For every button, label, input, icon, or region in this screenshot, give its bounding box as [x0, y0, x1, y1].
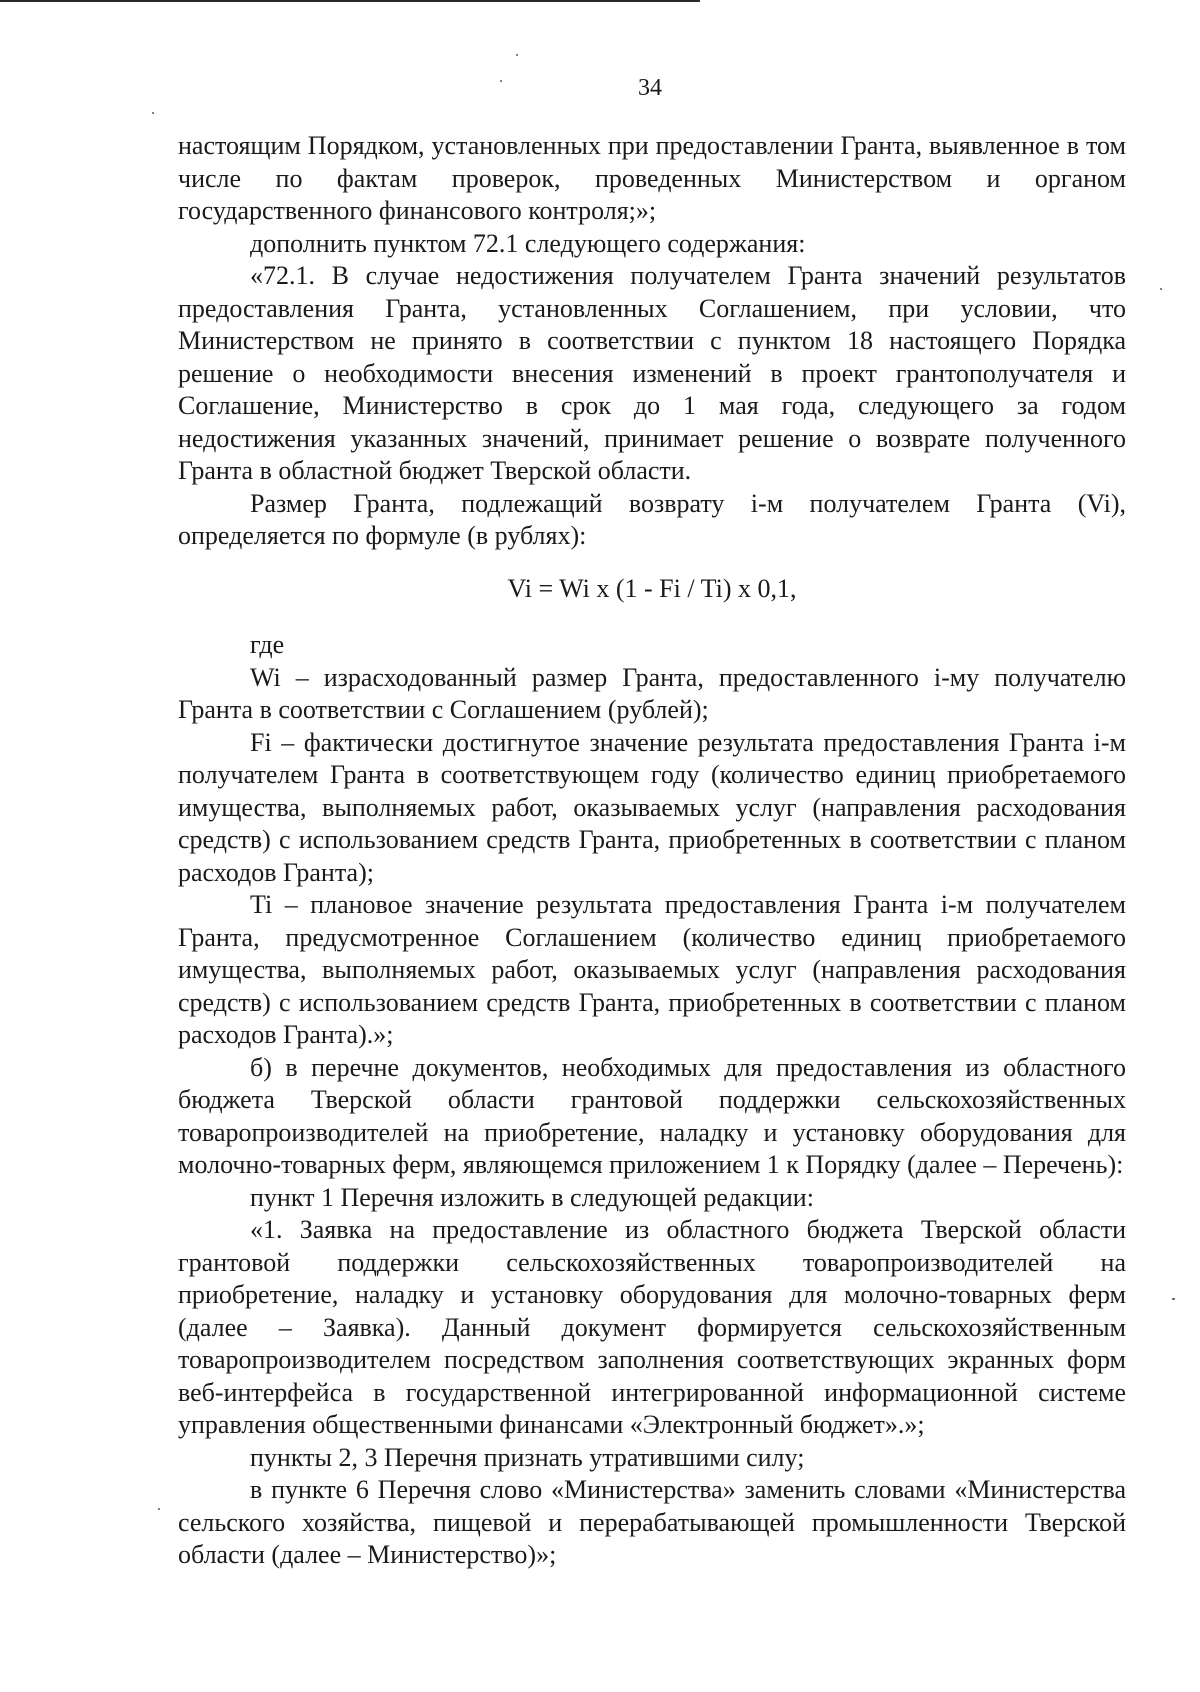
definition-fi: Fi – фактически достигнутое значение результата предоставления Гранта i-м получателем Гранта в соответствующем году (количество единиц приобретаемого имущества, выполняемых работ, оказываемых услуг (направления расходования средств) с использованием средств Гранта, приобретенных в соответствии с планом расходов Гранта); [178, 727, 1126, 887]
document-body [178, 130, 1126, 1572]
paragraph-item-1-text: «1. Заявка на предоставление из областного бюджета Тверской области грантовой поддержки сельскохозяйственных товаропроизводителей на приобретение, наладку и установку оборудования для молочно-товарных ферм (далее – Заявка). Данный документ формируется сельскохозяйственным товаропроизводителем посредством заполнения соответствующих экранных форм веб-интерфейса в государственной интегрированной информационной системе управления общественными финансами «Электронный бюджет».»; [178, 1215, 1126, 1439]
scan-edge-line [0, 0, 700, 2]
scan-speck [1172, 1298, 1175, 1300]
paragraph-item-6: в пункте 6 Перечня слово «Министерства» заменить словами «Министерства сельского хозяйства, пищевой и перерабатывающей промышленности Тверской области (далее – Министерство)»; [178, 1475, 1126, 1569]
paragraph-refund-size: Размер Гранта, подлежащий возврату i-м получателем Гранта (Vi), определяется по формуле (в рублях): [178, 488, 1126, 550]
paragraph-clause-72-1: «72.1. В случае недостижения получателем Гранта значений результатов предоставления Гранта, установленных Соглашением, при условии, что Министерством не принято в соответствии с пунктом 18 настоящего Порядка решение о необходимости внесения изменений в проект грантополучателя и Соглашение, Министерство в срок до 1 мая года, следующего за годом недостижения указанных значений, принимает решение о возврате полученного Гранта в областной бюджет Тверской области. [178, 261, 1126, 485]
paragraph-list-amendment: б) в перечне документов, необходимых для предоставления из областного бюджета Тверской области грантовой поддержки сельскохозяйственных товаропроизводителей на приобретение, наладку и установку оборудования для молочно-товарных ферм, являющемся приложением 1 к Порядку (далее – Перечень): [178, 1052, 1126, 1179]
paragraph-where: где [250, 630, 285, 659]
paragraph-continuation: настоящим Порядком, установленных при предоставлении Гранта, выявленное в том числе по фактам проверок, проведенных Министерством и органом государственного финансового контроля;»; [178, 131, 1126, 225]
paragraph-amendment-intro: дополнить пунктом 72.1 следующего содержания: [250, 228, 806, 258]
scan-speck [516, 54, 518, 56]
formula: Vi = Wi x (1 - Fi / Ti) x 0,1, [507, 573, 797, 603]
scan-speck [158, 1508, 160, 1510]
scan-speck [1160, 288, 1162, 290]
page-number: 34 [638, 75, 662, 101]
paragraph-item-1-intro: пункт 1 Перечня изложить в следующей редакции: [250, 1182, 814, 1212]
definition-ti: Ti – плановое значение результата предоставления Гранта i-м получателем Гранта, предусмотренное Соглашением (количество единиц приобретаемого имущества, выполняемых работ, оказываемых услуг (направления расходования средств) с использованием средств Гранта, приобретенных в соответствии с планом расходов Гранта).»; [178, 890, 1126, 1049]
paragraph-items-2-3: пункты 2, 3 Перечня признать утратившими силу; [250, 1442, 805, 1472]
definition-wi: Wi – израсходованный размер Гранта, предоставленного i-му получателю Гранта в соответствии с Соглашением (рублей); [178, 662, 1126, 724]
scan-speck [152, 112, 154, 114]
scan-speck [500, 80, 502, 82]
